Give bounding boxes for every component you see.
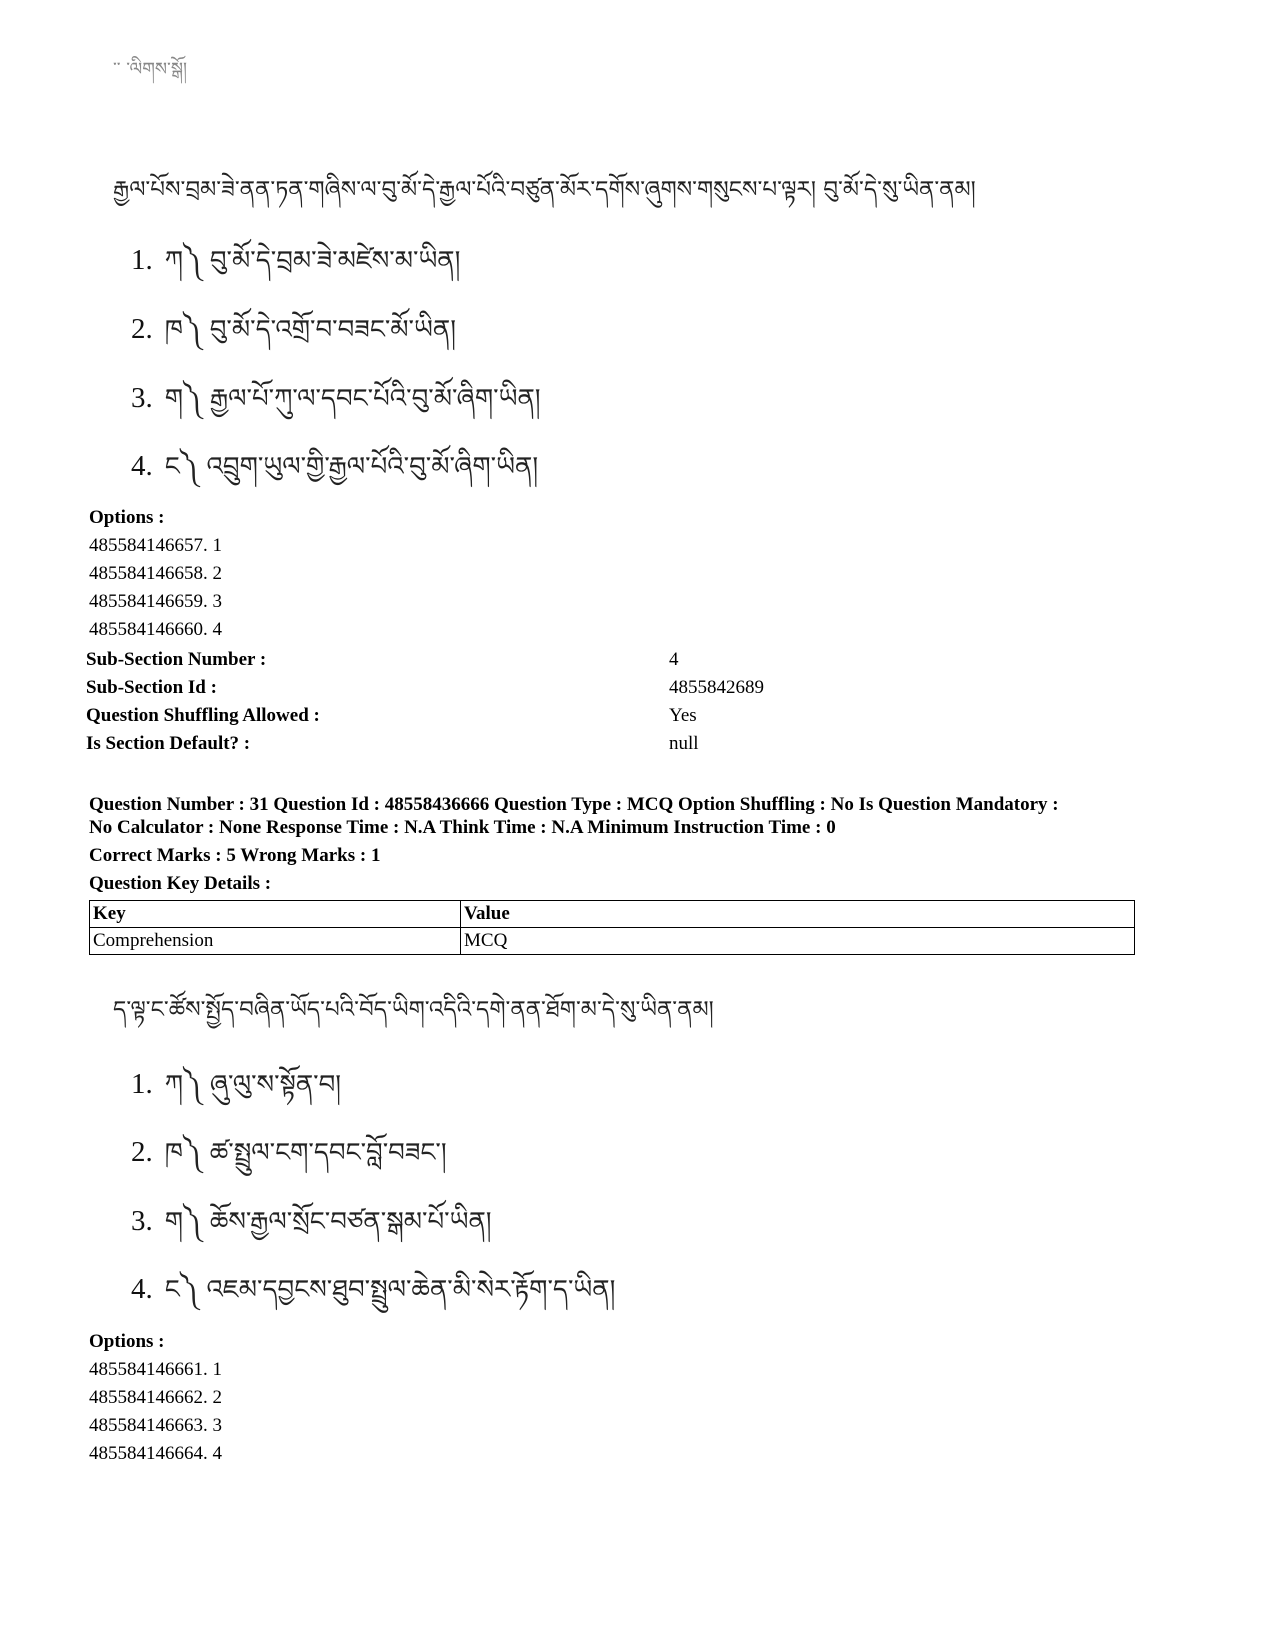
- question-header-line-2: No Calculator : None Response Time : N.A Think Time : N.A Minimum Instruction Time : 0: [89, 817, 836, 838]
- faint-tibetan-line: ་་ ་ལིགས་སྒོ།: [113, 59, 187, 80]
- subsection-number-value: 4: [669, 649, 679, 670]
- choice-number: 3.: [131, 1205, 153, 1237]
- question-shuffling-value: Yes: [669, 705, 697, 726]
- choice-number: 4.: [131, 1273, 153, 1305]
- question-header: [89, 793, 1179, 839]
- options-label: Options :: [89, 507, 165, 528]
- choice-number: 1.: [131, 244, 153, 276]
- option-item: 485584146664. 4: [89, 1443, 222, 1464]
- choice-2: [131, 301, 456, 374]
- table-cell-value: MCQ: [461, 928, 1135, 955]
- q31-choice-1: [131, 1056, 341, 1129]
- question-text-tibetan: རྒྱལ་པོས་བྲམ་ཟེ་ནན་ཏན་གཞིས་ལ་བུ་མོ་དེ་རྒྱལ་པོའི་བཙུན་མོར་དགོས་ཞུགས་གསུངས་པ་ལྟར། བུ་མོ་དེ་སུ་ཡིན་ནམ།: [113, 177, 976, 203]
- choice-text: ང༽ འབྲུག་ཡུལ་གྱི་རྒྱལ་པོའི་བུ་མོ་ཞིག་ཡིན།: [164, 452, 539, 482]
- choice-3: [131, 370, 541, 443]
- choice-text: ཁ༽ བུ་མོ་དེ་འགྲོ་བ་བཟང་མོ་ཡིན།: [164, 315, 456, 345]
- question-header-line-1: Question Number : 31 Question Id : 48558436666 Question Type : MCQ Option Shuffling : No Is Question Mandatory :: [89, 794, 1059, 815]
- key-details-table: [89, 900, 1135, 955]
- choice-text: ཀ༽ བུ་མོ་དེ་བྲམ་ཟེ་མཛེས་མ་ཡིན།: [164, 246, 461, 276]
- choice-text: ག༽ ཆོས་རྒྱལ་སྲོང་བཙན་སྒམ་པོ་ཡིན།: [164, 1207, 492, 1237]
- choice-text: ག༽ རྒྱལ་པོ་ཀུ་ལ་དབང་པོའི་བུ་མོ་ཞིག་ཡིན།: [164, 384, 541, 414]
- q31-options-label: Options :: [89, 1331, 165, 1352]
- choice-text: ཁ༽ ཚ་སྤྲུལ་ངག་དབང་བློ་བཟང་།: [164, 1138, 447, 1168]
- option-item: 485584146657. 1: [89, 535, 222, 556]
- options-list: [89, 532, 222, 644]
- table-row: [90, 928, 1135, 955]
- q31-choice-3: [131, 1193, 492, 1266]
- table-cell-key: Comprehension: [90, 928, 461, 955]
- marks-line: Correct Marks : 5 Wrong Marks : 1: [89, 845, 381, 866]
- option-item: 485584146659. 3: [89, 591, 222, 612]
- subsection-id-label: Sub-Section Id :: [86, 677, 217, 698]
- choice-number: 3.: [131, 382, 153, 414]
- choice-number: 4.: [131, 450, 153, 482]
- subsection-number-label: Sub-Section Number :: [86, 649, 267, 670]
- option-item: 485584146660. 4: [89, 619, 222, 640]
- choice-number: 2.: [131, 1136, 153, 1168]
- q31-choice-2: [131, 1124, 447, 1197]
- table-header-row: [90, 901, 1135, 928]
- choice-1: [131, 232, 460, 305]
- choice-number: 1.: [131, 1068, 153, 1100]
- choice-text: ཀ༽ ཞུ་ལུ་ས་སྟོན་བ།: [164, 1070, 342, 1100]
- option-item: 485584146658. 2: [89, 563, 222, 584]
- q31-options-list: [89, 1356, 222, 1468]
- section-default-value: null: [669, 733, 699, 754]
- question-shuffling-label: Question Shuffling Allowed :: [86, 705, 320, 726]
- option-item: 485584146661. 1: [89, 1359, 222, 1380]
- q31-choice-4: [131, 1261, 615, 1334]
- option-item: 485584146662. 2: [89, 1387, 222, 1408]
- choice-4: [131, 438, 538, 511]
- table-header-value: Value: [461, 901, 1135, 928]
- choice-number: 2.: [131, 313, 153, 345]
- choice-text: ང༽ འཇམ་དབྱངས་ཐུབ་སྤྲུལ་ཆེན་མི་སེར་རྟོག་ད་ཡིན།: [164, 1275, 616, 1305]
- question-31-text-tibetan: ད་ལྟ་ང་ཚོས་སྤྱོད་བཞིན་ཡོད་པའི་བོད་ཡིག་འདིའི་དགེ་ནན་ཐོག་མ་དེ་སུ་ཡིན་ནམ།: [113, 997, 714, 1023]
- table-header-key: Key: [90, 901, 461, 928]
- subsection-id-value: 4855842689: [669, 677, 764, 698]
- key-details-label: Question Key Details :: [89, 873, 272, 894]
- option-item: 485584146663. 3: [89, 1415, 222, 1436]
- section-default-label: Is Section Default? :: [86, 733, 251, 754]
